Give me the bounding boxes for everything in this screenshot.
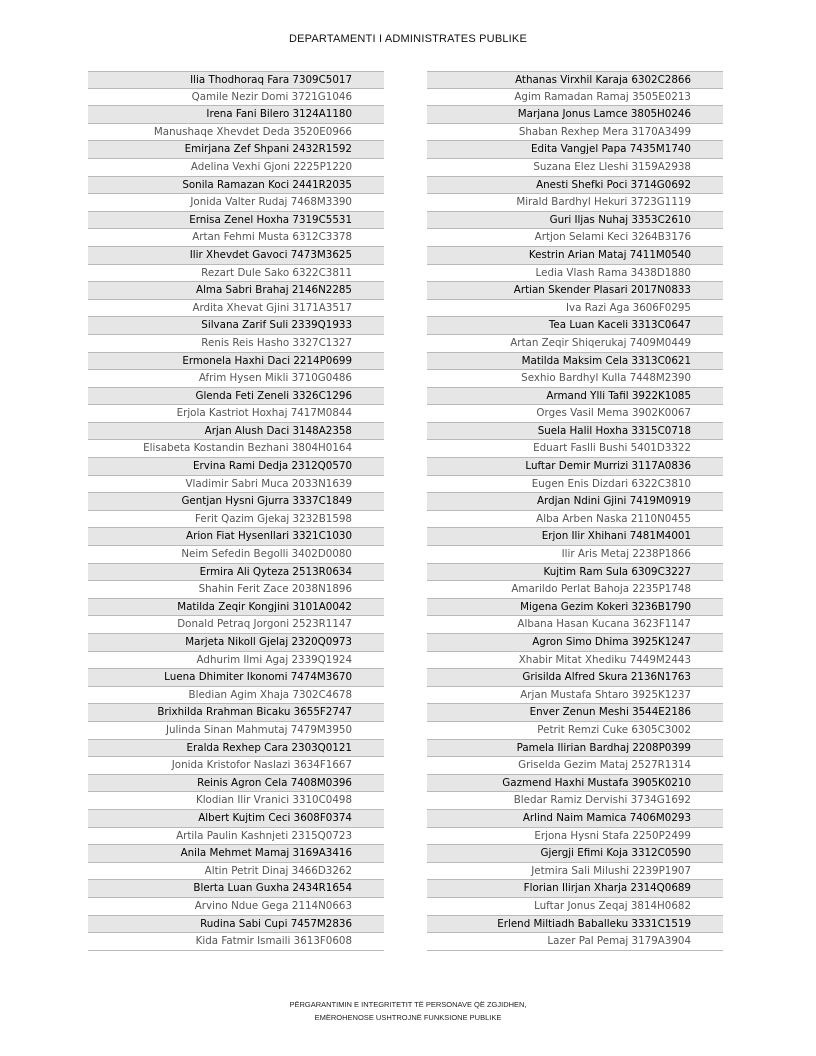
list-item: Eralda Rexhep Cara 2303Q0121 — [88, 740, 384, 758]
list-item: Orges Vasil Mema 3902K0067 — [427, 405, 723, 423]
right-name-column — [427, 71, 723, 951]
list-item: Kujtim Ram Sula 6309C3227 — [427, 564, 723, 582]
list-item: Ferit Qazim Gjekaj 3232B1598 — [88, 511, 384, 529]
list-item: Eugen Enis Dizdari 6322C3810 — [427, 476, 723, 494]
list-item: Athanas Virxhil Karaja 6302C2866 — [427, 71, 723, 89]
list-item: Elisabeta Kostandin Bezhani 3804H0164 — [88, 440, 384, 458]
list-item: Bledar Ramiz Dervishi 3734G1692 — [427, 792, 723, 810]
list-item: Luftar Jonus Zeqaj 3814H0682 — [427, 898, 723, 916]
list-item: Amarildo Perlat Bahoja 2235P1748 — [427, 581, 723, 599]
list-item: Erjon Ilir Xhihani 7481M4001 — [427, 528, 723, 546]
list-item: Artila Paulin Kashnjeti 2315Q0723 — [88, 828, 384, 846]
list-item: Migena Gezim Kokeri 3236B1790 — [427, 599, 723, 617]
list-item: Jetmira Sali Milushi 2239P1907 — [427, 863, 723, 881]
list-item: Afrim Hysen Mikli 3710G0486 — [88, 370, 384, 388]
list-item: Matilda Maksim Cela 3313C0621 — [427, 353, 723, 371]
list-item: Ardita Xhevat Gjini 3171A3517 — [88, 300, 384, 318]
list-item: Mirald Bardhyl Hekuri 3723G1119 — [427, 194, 723, 212]
list-item: Ilir Xhevdet Gavoci 7473M3625 — [88, 247, 384, 265]
list-item: Arvino Ndue Gega 2114N0663 — [88, 898, 384, 916]
list-item: Guri Iljas Nuhaj 3353C2610 — [427, 212, 723, 230]
list-item: Artian Skender Plasari 2017N0833 — [427, 282, 723, 300]
list-item: Shaban Rexhep Mera 3170A3499 — [427, 124, 723, 142]
list-item: Edita Vangjel Papa 7435M1740 — [427, 141, 723, 159]
list-item: Sonila Ramazan Koci 2441R2035 — [88, 177, 384, 195]
list-item: Manushaqe Xhevdet Deda 3520E0966 — [88, 124, 384, 142]
list-item: Glenda Feti Zeneli 3326C1296 — [88, 388, 384, 406]
list-item: Erjona Hysni Stafa 2250P2499 — [427, 828, 723, 846]
list-item: Qamile Nezir Domi 3721G1046 — [88, 89, 384, 107]
list-item: Pamela Ilirian Bardhaj 2208P0399 — [427, 740, 723, 758]
list-item: Marjana Jonus Lamce 3805H0246 — [427, 106, 723, 124]
list-item: Petrit Remzi Cuke 6305C3002 — [427, 722, 723, 740]
list-item: Ledia Vlash Rama 3438D1880 — [427, 265, 723, 283]
list-item: Luena Dhimiter Ikonomi 7474M3670 — [88, 669, 384, 687]
list-item: Gentjan Hysni Gjurra 3337C1849 — [88, 493, 384, 511]
list-item: Xhabir Mitat Xhediku 7449M2443 — [427, 652, 723, 670]
list-item: Bledian Agim Xhaja 7302C4678 — [88, 687, 384, 705]
list-item: Arion Fiat Hysenllari 3321C1030 — [88, 528, 384, 546]
list-item: Arjan Alush Daci 3148A2358 — [88, 423, 384, 441]
list-item: Matilda Zeqir Kongjini 3101A0042 — [88, 599, 384, 617]
list-item: Shahin Ferit Zace 2038N1896 — [88, 581, 384, 599]
list-item: Jonida Kristofor Naslazi 3634F1667 — [88, 757, 384, 775]
list-item: Renis Reis Hasho 3327C1327 — [88, 335, 384, 353]
list-item: Tea Luan Kaceli 3313C0647 — [427, 317, 723, 335]
list-item: Kida Fatmir Ismaili 3613F0608 — [88, 933, 384, 951]
list-item: Artan Zeqir Shiqerukaj 7409M0449 — [427, 335, 723, 353]
list-item: Emirjana Zef Shpani 2432R1592 — [88, 141, 384, 159]
list-item: Artan Fehmi Musta 6312C3378 — [88, 229, 384, 247]
list-item: Alba Arben Naska 2110N0455 — [427, 511, 723, 529]
list-item: Reinis Agron Cela 7408M0396 — [88, 775, 384, 793]
list-item: Erlend Miltiadh Baballeku 3331C1519 — [427, 916, 723, 934]
list-item: Kestrin Arian Mataj 7411M0540 — [427, 247, 723, 265]
list-item: Agim Ramadan Ramaj 3505E0213 — [427, 89, 723, 107]
footer-line-1: PËRGARANTIMIN E INTEGRITETIT TË PERSONAVE QË ZGJIDHEN, — [289, 1000, 527, 1009]
list-item: Jonida Valter Rudaj 7468M3390 — [88, 194, 384, 212]
list-item: Armand Ylli Tafil 3922K1085 — [427, 388, 723, 406]
list-item: Donald Petraq Jorgoni 2523R1147 — [88, 616, 384, 634]
list-item: Agron Simo Dhima 3925K1247 — [427, 634, 723, 652]
list-item: Albert Kujtim Ceci 3608F0374 — [88, 810, 384, 828]
list-item: Altin Petrit Dinaj 3466D3262 — [88, 863, 384, 881]
list-item: Neim Sefedin Begolli 3402D0080 — [88, 546, 384, 564]
list-item: Ermonela Haxhi Daci 2214P0699 — [88, 353, 384, 371]
list-item: Enver Zenun Meshi 3544E2186 — [427, 704, 723, 722]
list-item: Blerta Luan Guxha 2434R1654 — [88, 880, 384, 898]
list-item: Erjola Kastriot Hoxhaj 7417M0844 — [88, 405, 384, 423]
list-item: Vladimir Sabri Muca 2033N1639 — [88, 476, 384, 494]
list-item: Ilia Thodhoraq Fara 7309C5017 — [88, 71, 384, 89]
list-item: Sexhio Bardhyl Kulla 7448M2390 — [427, 370, 723, 388]
list-item: Brixhilda Rrahman Bicaku 3655F2747 — [88, 704, 384, 722]
list-item: Ardjan Ndini Gjini 7419M0919 — [427, 493, 723, 511]
footer-line-2: EMËROHENOSE USHTROJNË FUNKSIONE PUBLIKE — [314, 1013, 502, 1022]
list-item: Ervina Rami Dedja 2312Q0570 — [88, 458, 384, 476]
left-name-column — [88, 71, 384, 951]
page-footer — [0, 998, 816, 1024]
list-item: Adelina Vexhi Gjoni 2225P1220 — [88, 159, 384, 177]
list-item: Griselda Gezim Mataj 2527R1314 — [427, 757, 723, 775]
list-item: Ilir Aris Metaj 2238P1866 — [427, 546, 723, 564]
list-item: Anesti Shefki Poci 3714G0692 — [427, 177, 723, 195]
list-item: Albana Hasan Kucana 3623F1147 — [427, 616, 723, 634]
list-item: Ermira Ali Qyteza 2513R0634 — [88, 564, 384, 582]
list-item: Marjeta Nikoll Gjelaj 2320Q0973 — [88, 634, 384, 652]
list-item: Artjon Selami Keci 3264B3176 — [427, 229, 723, 247]
list-item: Klodian Ilir Vranici 3310C0498 — [88, 792, 384, 810]
list-item: Gjergji Efimi Koja 3312C0590 — [427, 845, 723, 863]
list-item: Rudina Sabi Cupi 7457M2836 — [88, 916, 384, 934]
list-item: Silvana Zarif Suli 2339Q1933 — [88, 317, 384, 335]
list-item: Julinda Sinan Mahmutaj 7479M3950 — [88, 722, 384, 740]
list-item: Florian Ilirjan Xharja 2314Q0689 — [427, 880, 723, 898]
list-item: Lazer Pal Pemaj 3179A3904 — [427, 933, 723, 951]
list-item: Eduart Faslli Bushi 5401D3322 — [427, 440, 723, 458]
list-item: Anila Mehmet Mamaj 3169A3416 — [88, 845, 384, 863]
page-title: DEPARTAMENTI I ADMINISTRATES PUBLIKE — [288, 33, 528, 45]
list-item: Luftar Demir Murrizi 3117A0836 — [427, 458, 723, 476]
list-item: Arlind Naim Mamica 7406M0293 — [427, 810, 723, 828]
list-item: Ernisa Zenel Hoxha 7319C5531 — [88, 212, 384, 230]
list-item: Adhurim Ilmi Agaj 2339Q1924 — [88, 652, 384, 670]
list-item: Grisilda Alfred Skura 2136N1763 — [427, 669, 723, 687]
list-item: Rezart Dule Sako 6322C3811 — [88, 265, 384, 283]
list-item: Suela Halil Hoxha 3315C0718 — [427, 423, 723, 441]
list-item: Iva Razi Aga 3606F0295 — [427, 300, 723, 318]
list-item: Gazmend Haxhi Mustafa 3905K0210 — [427, 775, 723, 793]
list-item: Suzana Elez Lleshi 3159A2938 — [427, 159, 723, 177]
list-item: Irena Fani Bilero 3124A1180 — [88, 106, 384, 124]
list-item: Arjan Mustafa Shtaro 3925K1237 — [427, 687, 723, 705]
list-item: Alma Sabri Brahaj 2146N2285 — [88, 282, 384, 300]
